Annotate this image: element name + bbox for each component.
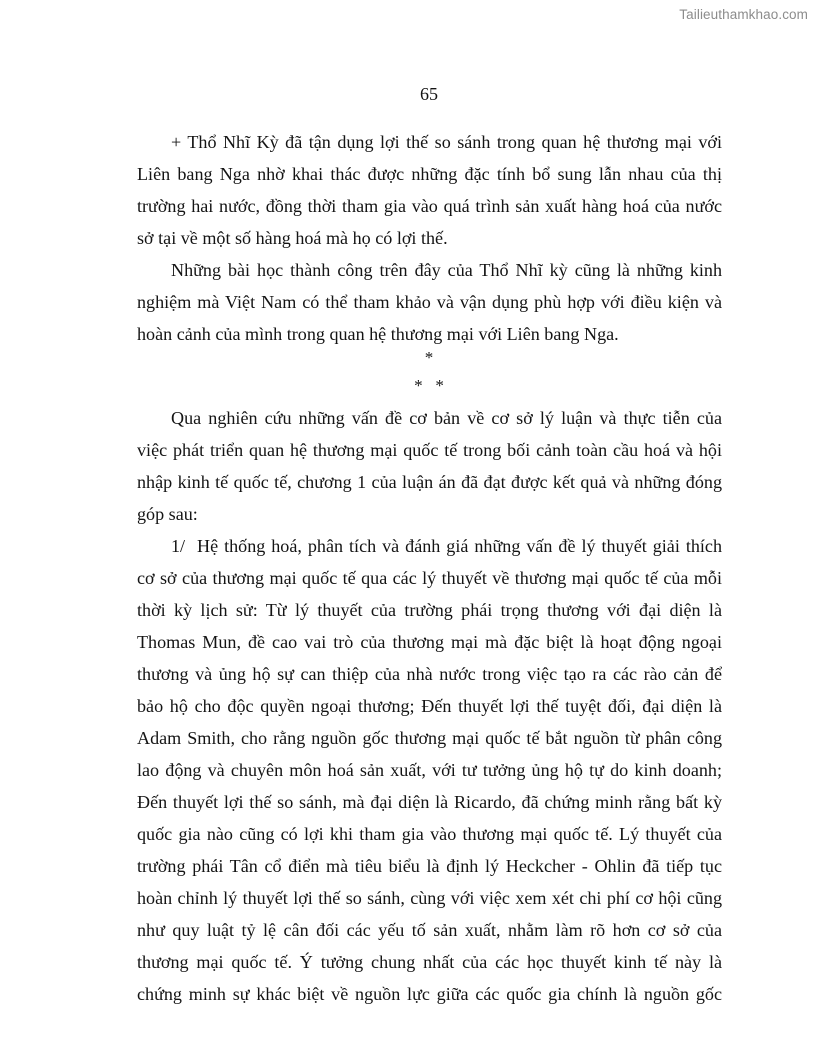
text-line: việc phát triển quan hệ thương mại quốc tế trong bối cảnh toàn cầu hoá và hội	[137, 440, 722, 460]
text-line: Những bài học thành công trên đây của Thổ Nhĩ kỳ cũng là những kinh	[171, 260, 722, 280]
text-line: trường hai nước, đồng thời tham gia vào quá trình sản xuất hàng hoá của nước	[137, 196, 722, 216]
text-line: trường phái Tân cổ điển mà tiêu biểu là định lý Heckcher - Ohlin đã tiếp tục	[137, 856, 722, 876]
text-line: Liên bang Nga nhờ khai thác được những đặc tính bổ sung lẫn nhau của thị	[137, 164, 722, 184]
text-line: cơ sở của thương mại quốc tế qua các lý thuyết về thương mại quốc tế của mỗi	[137, 568, 722, 588]
text-line: thương và ủng hộ sự can thiệp của nhà nước trong việc tạo ra các rào cản để	[137, 664, 722, 684]
text-line: 1/ Hệ thống hoá, phân tích và đánh giá những vấn đề lý thuyết giải thích	[171, 536, 722, 556]
text-line: hoàn cảnh của mình trong quan hệ thương mại với Liên bang Nga.	[137, 324, 619, 344]
page-number: 65	[420, 84, 438, 104]
text-line: như quy luật tỷ lệ cân đối các yếu tố sản xuất, nhằm làm rõ hơn cơ sở của	[137, 920, 722, 940]
separator-star-bottom: * *	[414, 376, 444, 395]
text-line: góp sau:	[137, 504, 198, 524]
separator-star-top: *	[424, 348, 434, 367]
text-line: bảo hộ cho độc quyền ngoại thương; Đến thuyết lợi thế tuyệt đối, đại diện là	[137, 696, 722, 716]
text-line: thời kỳ lịch sử: Từ lý thuyết của trường phái trọng thương với đại diện là	[137, 600, 722, 620]
watermark: Tailieuthamkhao.com	[679, 7, 808, 22]
text-line: Thomas Mun, đề cao vai trò của thương mại mà đặc biệt là hoạt động ngoại	[137, 632, 722, 652]
text-line: nghiệm mà Việt Nam có thể tham khảo và vận dụng phù hợp với điều kiện và	[137, 292, 722, 312]
text-line: hoàn chỉnh lý thuyết lợi thế so sánh, cùng với việc xem xét chi phí cơ hội cũng	[137, 888, 722, 908]
text-line: chứng minh sự khác biệt về nguồn lực giữa các quốc gia chính là nguồn gốc	[137, 984, 722, 1004]
text-line: Qua nghiên cứu những vấn đề cơ bản về cơ sở lý luận và thực tiễn của	[171, 408, 722, 428]
text-line: Đến thuyết lợi thế so sánh, mà đại diện là Ricardo, đã chứng minh rằng bất kỳ	[137, 792, 722, 812]
text-line: Adam Smith, cho rằng nguồn gốc thương mại quốc tế bắt nguồn từ phân công	[137, 728, 722, 748]
text-line: nhập kinh tế quốc tế, chương 1 của luận án đã đạt được kết quả và những đóng	[137, 472, 722, 492]
text-line: lao động và chuyên môn hoá sản xuất, với tư tưởng ủng hộ tự do kinh doanh;	[137, 760, 722, 780]
text-line: thương mại quốc tế. Ý tưởng chung nhất của các học thuyết kinh tế này là	[137, 952, 722, 972]
text-line: quốc gia nào cũng có lợi khi tham gia vào thương mại quốc tế. Lý thuyết của	[137, 824, 722, 844]
text-line: sở tại về một số hàng hoá mà họ có lợi thế.	[137, 228, 448, 248]
text-line: + Thổ Nhĩ Kỳ đã tận dụng lợi thế so sánh trong quan hệ thương mại với	[171, 132, 722, 152]
